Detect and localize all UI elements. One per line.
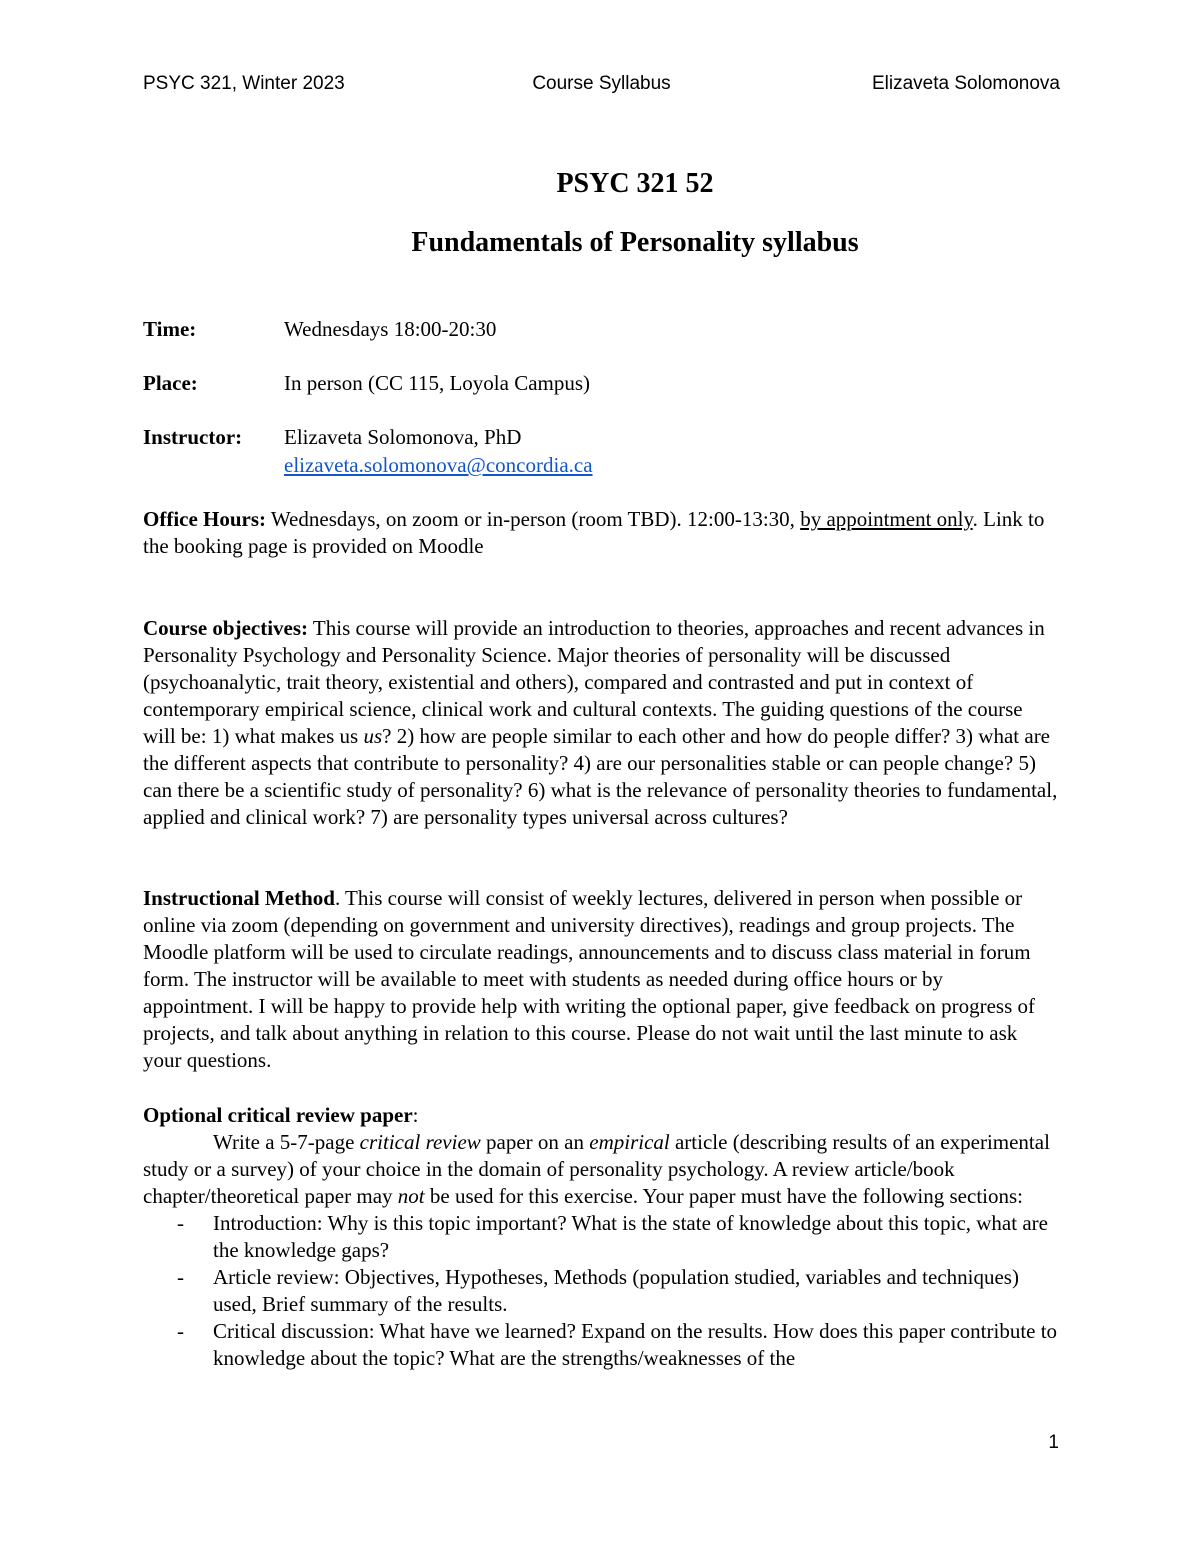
course-name-title: Fundamentals of Personality syllabus xyxy=(411,227,859,258)
paper-text-3: article (describing results of an experimental study or a survey) of your choice in the domain of personality psychology. A review article/book chapter/theoretical paper may xyxy=(143,1130,1050,1208)
list-item xyxy=(143,1318,1058,1372)
office-hours-appointment: by appointment only xyxy=(800,507,973,531)
place-label: Place: xyxy=(143,371,198,395)
place-value: In person (CC 115, Loyola Campus) xyxy=(284,371,591,395)
method-label: Instructional Method xyxy=(143,886,335,910)
office-hours-text: Wednesdays, on zoom or in-person (room TBD). 12:00-13:30, xyxy=(266,507,801,531)
instructional-method-section xyxy=(143,885,1058,1074)
objectives-emphasis: us xyxy=(363,724,383,748)
instructor-label: Instructor: xyxy=(143,425,243,449)
instructor-email-link[interactable]: elizaveta.solomonova@concordia.ca xyxy=(284,453,593,477)
paper-label: Optional critical review paper xyxy=(143,1103,413,1127)
office-hours-tail: . Link to the booking page is provided on Moodle xyxy=(143,507,1045,558)
header-author: Elizaveta Solomonova xyxy=(872,73,1060,94)
paper-emphasis-empirical: empirical xyxy=(589,1130,670,1154)
list-item-text: Critical discussion: What have we learned? Expand on the results. How does this paper contribute to knowledge about the topic? What are the strengths/weaknesses of the xyxy=(213,1319,1058,1370)
course-code-title: PSYC 321 52 xyxy=(556,168,714,199)
course-objectives-section xyxy=(143,615,1058,831)
office-hours-label: Office Hours: xyxy=(143,507,267,531)
list-bullet: - xyxy=(177,1265,184,1289)
paper-instructions xyxy=(143,1129,1058,1210)
time-label: Time: xyxy=(143,317,197,341)
objectives-text-b: ? 2) how are people similar to each other and how do people differ? 3) what are the different aspects that contribute to personality? 4) are our personalities stable or can people change? 5) can there be a scientific study of personality? 6) what is the relevance of personality theories to fundamental, applied and clinical work? 7) are personality types universal across cultures? xyxy=(143,724,1058,829)
list-item xyxy=(143,1264,1058,1318)
paper-text-1: Write a 5-7-page xyxy=(213,1130,360,1154)
list-bullet: - xyxy=(177,1211,184,1235)
list-item-text: Introduction: Why is this topic important? What is the state of knowledge about this topic, what are the knowledge gaps? xyxy=(213,1211,1048,1262)
method-text: . This course will consist of weekly lectures, delivered in person when possible or online via zoom (depending on government and university directives), readings and group projects. The Moodle platform will be used to circulate readings, announcements and to discuss class material in forum form. The instructor will be available to meet with students as needed during office hours or by appointment. I will be happy to provide help with writing the optional paper, give feedback on progress of projects, and talk about anything in relation to this course. Please do not wait until the last minute to ask your questions. xyxy=(143,886,1036,1072)
objectives-text-a: This course will provide an introduction to theories, approaches and recent advances in Personality Psychology and Personality Science. Major theories of personality will be discussed (psychoanalytic, trait theory, existential and others), compared and contrasted and put in context of contemporary empirical science, clinical work and cultural contexts. The guiding questions of the course will be: 1) what makes us xyxy=(143,616,1045,748)
instructor-value: Elizaveta Solomonova, PhD xyxy=(284,425,522,449)
critical-review-section xyxy=(143,1102,1058,1372)
paper-text-4: be used for this exercise. Your paper must have the following sections: xyxy=(424,1184,1024,1208)
paper-sections-list xyxy=(143,1210,1058,1372)
list-bullet: - xyxy=(177,1319,184,1343)
page-number: 1 xyxy=(1048,1432,1059,1453)
header-course: PSYC 321, Winter 2023 xyxy=(143,73,345,94)
page-header xyxy=(143,73,1060,101)
list-item-text: Article review: Objectives, Hypotheses, Methods (population studied, variables and techniques) used, Brief summary of the results. xyxy=(213,1265,1019,1316)
paper-text-2: paper on an xyxy=(480,1130,590,1154)
paper-emphasis-not: not xyxy=(397,1184,425,1208)
list-item xyxy=(143,1210,1058,1264)
time-value: Wednesdays 18:00-20:30 xyxy=(284,317,497,341)
objectives-label: Course objectives: xyxy=(143,616,309,640)
header-doc-type: Course Syllabus xyxy=(532,73,671,94)
paper-emphasis-critical: critical review xyxy=(359,1130,481,1154)
office-hours-section xyxy=(143,506,1058,560)
paper-label-colon: : xyxy=(412,1103,419,1127)
